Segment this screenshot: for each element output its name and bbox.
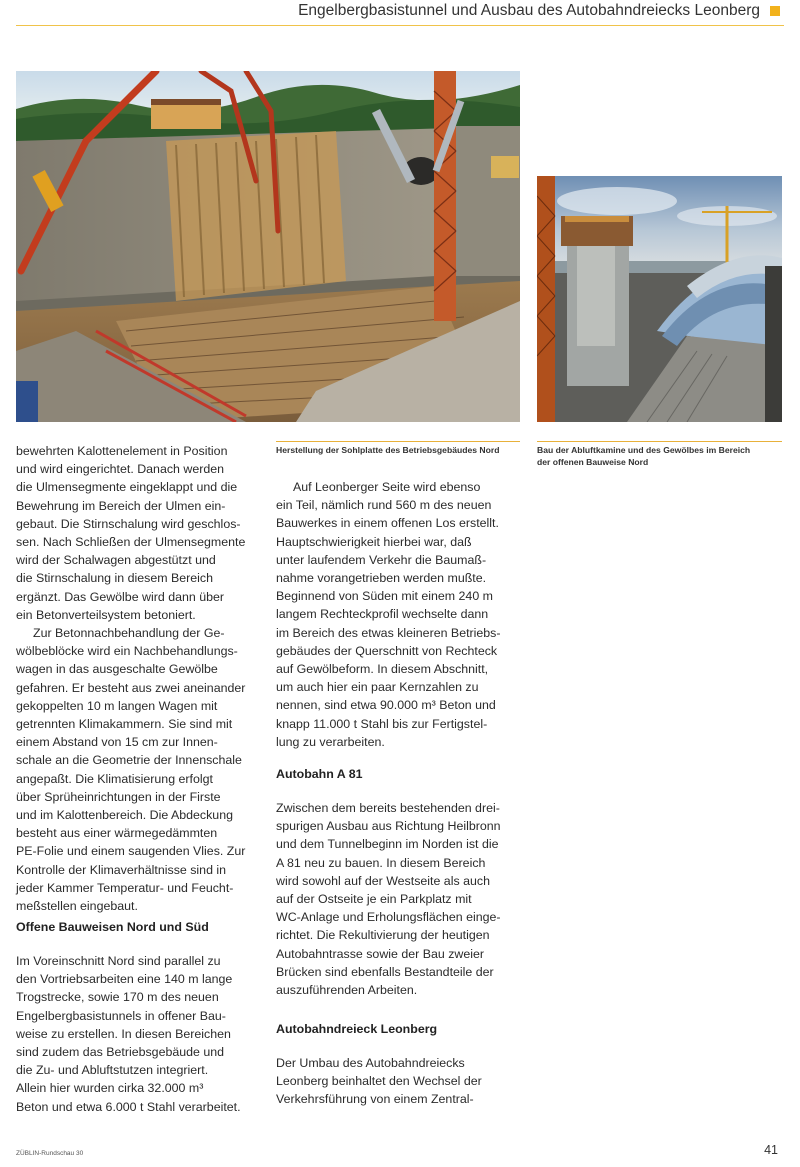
photo-construction-pit <box>16 71 520 422</box>
text-line: getrennten Klimakammern. Sie sind mit <box>16 717 233 732</box>
text-line: ergänzt. Das Gewölbe wird dann über <box>16 589 225 604</box>
paragraph <box>16 442 266 624</box>
text-line: Auf Leonberger Seite wird ebenso <box>293 480 481 494</box>
text-line: über Sprüheinrichtungen in der Firste <box>16 789 221 804</box>
text-line: WC-Anlage und Erholungsflächen einge- <box>276 910 501 925</box>
text-line: Zur Betonnachbehandlung der Ge- <box>33 626 225 641</box>
figure-caption-right <box>537 444 787 468</box>
text-line: gekoppelten 10 m langen Wagen mit <box>16 698 218 713</box>
text-line: die Ulmensegmente eingeklappt und die <box>16 480 238 495</box>
text-line: Hauptschwierigkeit hierbei war, daß <box>276 534 472 549</box>
section-heading-offene-bauweisen <box>16 918 266 936</box>
text-line: spurigen Ausbau aus Richtung Heilbronn <box>276 819 501 834</box>
caption-text: Herstellung der Sohlplatte des Betriebsgebäudes Nord <box>276 445 500 455</box>
text-line: Der Umbau des Autobahndreiecks <box>276 1056 465 1070</box>
text-line: Beton und etwa 6.000 t Stahl verarbeitet. <box>16 1099 241 1114</box>
text-line: schale an die Geometrie der Innenschale <box>16 753 242 768</box>
caption-rule-right <box>537 441 782 442</box>
text-line: Brücken sind ebenfalls Bestandteile der <box>276 964 494 979</box>
text-line: um auch hier ein paar Kernzahlen zu <box>276 680 479 695</box>
text-line: Im Voreinschnitt Nord sind parallel zu <box>16 954 221 968</box>
text-line: PE-Folie und einem saugenden Vlies. Zur <box>16 844 246 859</box>
text-line: Kontrolle der Klimaverhältnisse sind in <box>16 862 227 877</box>
text-line: einem Abstand von 15 cm zur Innen- <box>16 735 218 750</box>
heading-text: Autobahn A 81 <box>276 767 363 781</box>
footer-publication: ZÜBLIN-Rundschau 30 <box>16 1150 84 1157</box>
text-line: im Bereich des etwas kleineren Betriebs- <box>276 625 501 640</box>
text-line: unter laufendem Verkehr die Baumaß- <box>276 552 487 567</box>
text-line: weise zu erstellen. In diesen Bereichen <box>16 1026 231 1041</box>
text-column-2 <box>276 478 526 751</box>
text-line: gefahren. Er besteht aus zwei aneinander <box>16 680 246 695</box>
text-line: auszuführenden Arbeiten. <box>276 983 418 998</box>
text-line: knapp 11.000 t Stahl bis zur Fertigstel- <box>276 716 488 731</box>
text-line: wagen in das ausgeschalte Gewölbe <box>16 662 218 677</box>
caption-line: der offenen Bauweise Nord <box>537 457 649 467</box>
text-column-2-middle <box>276 799 526 999</box>
text-line: angepaßt. Die Klimatisierung erfolgt <box>16 771 213 786</box>
text-line: die Zu- und Abluftstutzen integriert. <box>16 1063 209 1078</box>
text-line: die Stirnschalung in diesem Bereich <box>16 571 213 586</box>
paragraph <box>276 1054 526 1109</box>
text-line: jeder Kammer Temperatur- und Feucht- <box>16 880 234 895</box>
text-line: ein Betonverteilsystem betoniert. <box>16 607 196 622</box>
text-line: bewehrten Kalottenelement in Position <box>16 444 228 458</box>
text-line: und dem Tunnelbeginn im Norden ist die <box>276 837 499 852</box>
figure-caption-left <box>276 444 536 456</box>
text-line: nennen, sind etwa 90.000 m³ Beton und <box>276 698 496 713</box>
heading-text: Offene Bauweisen Nord und Süd <box>16 920 209 934</box>
text-line: Verkehrsführung von einem Zentral- <box>276 1092 474 1107</box>
text-line: meßstellen eingebaut. <box>16 899 138 914</box>
text-line: wird sowohl auf der Westseite als auch <box>276 873 490 888</box>
paragraph <box>16 952 266 1116</box>
paragraph <box>276 478 526 751</box>
text-line: Bewehrung im Bereich der Ulmen ein- <box>16 498 226 513</box>
page-number: 41 <box>764 1143 778 1157</box>
heading-text: Autobahndreieck Leonberg <box>276 1022 438 1036</box>
text-line: ein Teil, nämlich rund 560 m des neuen <box>276 498 492 513</box>
text-line: nahme vorangetrieben werden mußte. <box>276 571 487 586</box>
text-line: und im Kalottenbereich. Die Abdeckung <box>16 808 233 823</box>
text-line: Engelbergbasistunnels in offener Bau- <box>16 1008 226 1023</box>
text-line: sen. Nach Schließen der Ulmensegmente <box>16 535 246 550</box>
text-line: auf der Ostseite je ein Parkplatz mit <box>276 892 472 907</box>
text-line: Autobahntrasse sowie der Bau zweier <box>276 946 485 961</box>
paragraph <box>16 624 266 915</box>
text-column-2-lower <box>276 1054 526 1109</box>
text-line: A 81 neu zu bauen. In diesem Bereich <box>276 855 486 870</box>
text-line: wird der Schalwagen abgestützt und <box>16 553 216 568</box>
text-column-1 <box>16 442 266 915</box>
text-line: und wird eingerichtet. Danach werden <box>16 462 225 477</box>
text-line: Beginnend von Süden mit einem 240 m <box>276 589 493 604</box>
text-column-1-lower <box>16 952 266 1116</box>
text-line: gebäudes der Querschnitt von Rechteck <box>276 643 498 658</box>
paragraph <box>276 799 526 999</box>
photo-ventilation-shafts <box>537 176 782 422</box>
text-line: auf Gewölbeform. In diesem Abschnitt, <box>276 662 489 677</box>
text-line: gebaut. Die Stirnschalung wird geschlos- <box>16 516 241 531</box>
text-line: lung zu verarbeiten. <box>276 734 385 749</box>
caption-line: Bau der Abluftkamine und des Gewölbes im Bereich <box>537 445 751 455</box>
header-accent-square <box>770 6 780 16</box>
text-line: Bauwerkes in einem offenen Los erstellt. <box>276 516 499 531</box>
running-header <box>298 2 780 20</box>
text-line: Zwischen dem bereits bestehenden drei- <box>276 801 500 815</box>
text-line: Leonberg beinhaltet den Wechsel der <box>276 1074 482 1089</box>
header-title: Engelbergbasistunnel und Ausbau des Autobahndreiecks Leonberg <box>298 2 760 19</box>
section-heading-autobahn-a81 <box>276 765 526 783</box>
caption-rule-left <box>276 441 520 442</box>
text-line: sind zudem das Betriebsgebäude und <box>16 1045 225 1060</box>
section-heading-autobahndreieck <box>276 1020 526 1038</box>
text-line: richtet. Die Rekultivierung der heutigen <box>276 928 490 943</box>
text-line: langem Rechteckprofil wechselte dann <box>276 607 489 622</box>
text-line: Trogstrecke, sowie 170 m des neuen <box>16 990 219 1005</box>
text-line: Allein hier wurden cirka 32.000 m³ <box>16 1081 204 1096</box>
text-line: besteht aus einer wärmegedämmten <box>16 826 218 841</box>
text-line: den Vortriebsarbeiten eine 140 m lange <box>16 972 233 987</box>
text-line: wölbeblöcke wird ein Nachbehandlungs- <box>16 644 238 659</box>
header-rule <box>16 25 784 26</box>
